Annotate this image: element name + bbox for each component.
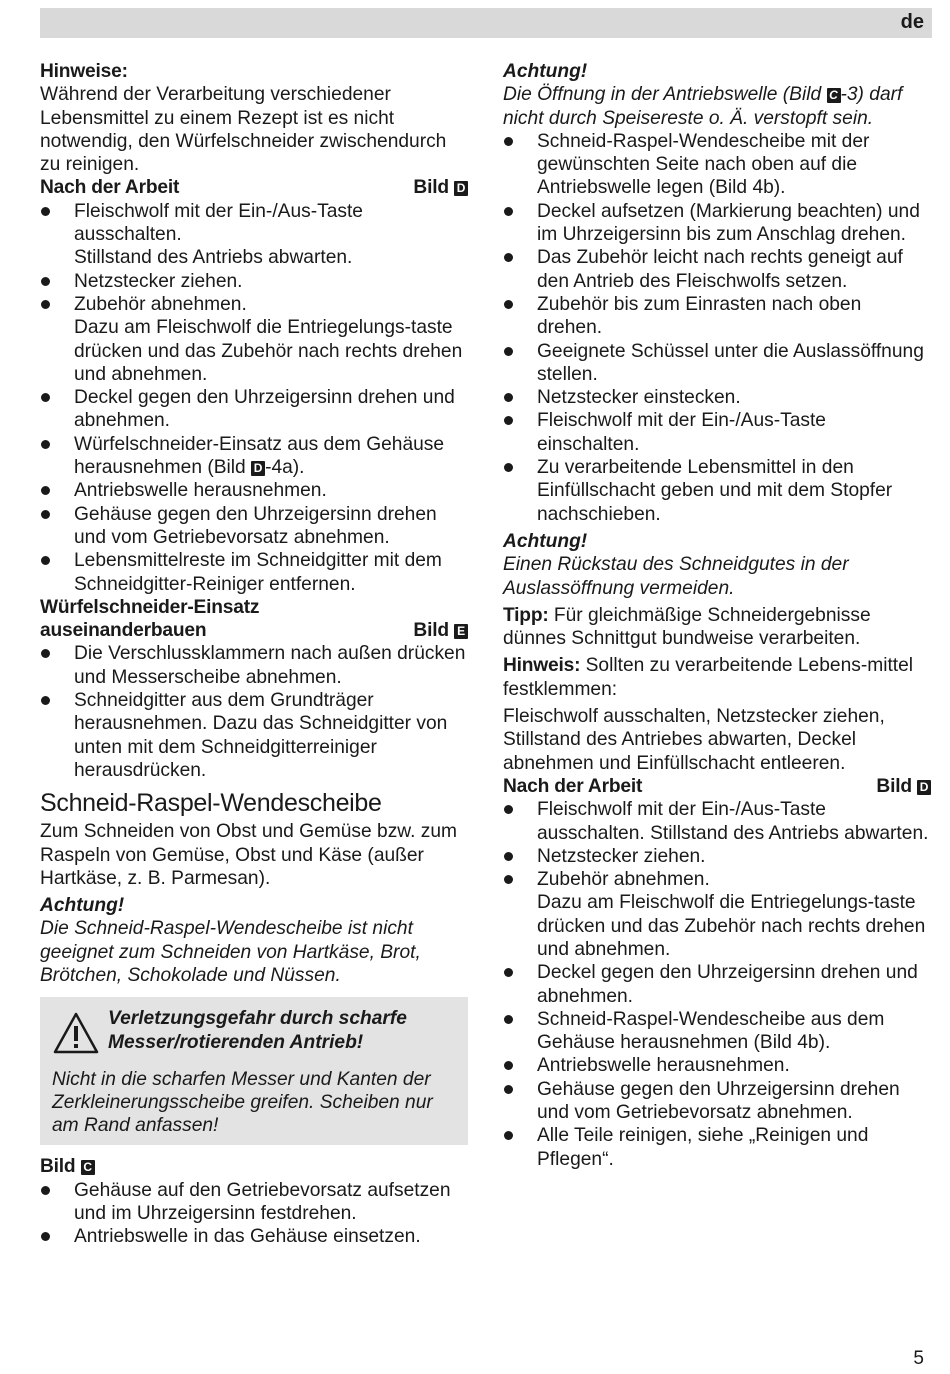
achtung-heading: Achtung! [40,895,125,917]
achtung-text: Die Öffnung in der Antriebswelle (Bild C -3) darf nicht durch Speisereste o. Ä. verstopft sein. [503,84,903,129]
achtung-heading: Achtung! [503,530,588,552]
right-column [503,60,931,1171]
list-item: Schneid-Raspel-Wendescheibe mit der gewünschten Seite nach oben auf die Antriebswelle legen (Bild 4b). [503,130,931,200]
section-title: Schneid-Raspel-Wendescheibe [40,789,382,818]
list-item: Lebensmittelreste im Schneidgitter mit dem Schneidgitter-Reiniger entfernen. [40,549,468,596]
figure-letter-badge: C [81,1160,95,1175]
list-item [503,961,931,1008]
list-item [503,798,931,845]
list-item: Deckel aufsetzen (Markierung beachten) und im Uhrzeigersinn bis zum Anschlag drehen. [503,200,931,247]
list-item: Zu verarbeitende Lebensmittel in den Einfüllschacht geben und mit dem Stopfer nachschieben. [503,456,931,526]
list-item: Gehäuse gegen den Uhrzeigersinn drehen und vom Getriebevorsatz abnehmen. [40,503,468,550]
list-item: Die Verschlussklammern nach außen drücken und Messerscheibe abnehmen. [40,642,468,689]
list-item [503,1054,931,1077]
list-item: Würfelschneider-Einsatz aus dem Gehäuse herausnehmen (Bild D -4a). [40,433,468,480]
list-item-text: Zubehör abnehmen. [537,869,710,891]
list-item: Geeignete Schüssel unter die Auslassöffnung stellen. [503,340,931,387]
figure-letter-badge: E [454,624,468,639]
list-item-text: Gehäuse gegen den Uhrzeigersinn drehen und vom Getriebevorsatz abnehmen. [537,1078,900,1124]
list-item [40,293,468,386]
figure-letter-badge: C [827,88,841,103]
list-item [503,845,931,868]
list-item [40,386,468,433]
nach-der-arbeit-heading: Nach der Arbeit Bild D [503,775,931,798]
tipp-paragraph: Tipp: Für gleichmäßige Schneidergebnisse dünnes Schnittgut bundweise verarbeiten. [503,604,871,650]
list-item [503,1124,931,1171]
warning-triangle-icon [52,1007,108,1061]
after-work-list [40,200,468,433]
list-item-text: Alle Teile reinigen, siehe „Reinigen und Pflegen“. [537,1125,869,1170]
left-column [40,60,468,1249]
list-item: Das Zubehör leicht nach rechts geneigt auf den Antrieb des Fleischwolfs setzen. [503,246,931,293]
figure-letter-badge: D [454,181,468,196]
warning-title: Verletzungsgefahr durch scharfe Messer/rotierenden Antrieb! [108,1008,407,1053]
list-item-subtext: Dazu am Fleischwolf die Entriegelungs-taste drücken und das Zubehör nach rechts drehen und abnehmen. [74,317,463,385]
page-number: 5 [913,1348,924,1369]
list-item: Antriebswelle herausnehmen. [40,479,468,502]
after-work-list [503,798,931,1171]
list-item-text: Deckel gegen den Uhrzeigersinn drehen und abnehmen. [537,962,918,1007]
section-intro: Zum Schneiden von Obst und Gemüse bzw. zum Raspeln von Gemüse, Obst und Käse (außer Hartkäse, z. B. Parmesan). [40,821,457,889]
list-item: Schneidgitter aus dem Grundträger herausnehmen. Dazu das Schneidgitter von unten mit dem Schneidgitterreiniger herausdrücken. [40,689,468,782]
list-item [503,1078,931,1125]
header-bar [40,8,932,38]
hinweis-paragraph: Hinweis: Sollten zu verarbeitende Lebens-mittel festklemmen: [503,655,914,700]
achtung-text: Die Schneid-Raspel-Wendescheibe ist nicht geeignet zum Schneiden von Hartkäse, Brot, Brötchen, Schokolade und Nüssen. [40,918,421,986]
list-item-subtext: Stillstand des Antriebs abwarten. [74,247,353,269]
nach-der-arbeit-heading [40,176,468,199]
achtung-heading: Achtung! [503,61,588,82]
list-item: Zubehör bis zum Einrasten nach oben drehen. [503,293,931,340]
list-item: Fleischwolf mit der Ein-/Aus-Taste einschalten. [503,409,931,456]
warning-box [40,997,468,1145]
einsatz-heading-line2: auseinanderbauen Bild E [40,619,468,642]
list-item: Gehäuse auf den Getriebevorsatz aufsetzen und im Uhrzeigersinn festdrehen. [40,1179,468,1226]
list-item [503,868,931,961]
nach-der-arbeit-title: Nach der Arbeit [40,177,180,199]
list-item [503,1008,931,1055]
list-item-text: Schneid-Raspel-Wendescheibe aus dem Gehäuse herausnehmen (Bild 4b). [537,1008,885,1054]
figure-letter-badge: D [917,780,931,795]
hinweise-heading: Hinweise: [40,61,128,82]
list-item-text: Fleischwolf mit der Ein-/Aus-Taste ausschalten. Stillstand des Antriebs abwarten. [537,799,929,844]
hinweis-paragraph-2: Fleischwolf ausschalten, Netzstecker ziehen, Stillstand des Antriebes abwarten, Deckel abnehmen und Einfüllschacht entleeren. [503,706,885,774]
after-work-list-continued [40,479,468,595]
bild-c-heading: Bild C [40,1155,468,1178]
language-label: de [900,11,924,33]
assemble-list [40,1179,468,1249]
list-item [40,200,468,270]
usage-list [503,130,931,526]
list-item-text: Zubehör abnehmen. [74,293,247,315]
disassemble-list [40,642,468,782]
hinweise-text: Während der Verarbeitung verschiedener Lebensmittel zu einem Rezept ist es nicht notwendig, den Würfelschneider zwischendurch zu reinigen. [40,84,447,176]
figure-ref: Bild D [876,775,931,798]
list-item [40,270,468,293]
list-item-text: Netzstecker ziehen. [74,270,243,292]
list-item-subtext: Dazu am Fleischwolf die Entriegelungs-taste drücken und das Zubehör nach rechts drehen und abnehmen. [537,892,926,960]
list-item: Antriebswelle in das Gehäuse einsetzen. [40,1225,468,1248]
einsatz-heading-line1: Würfelschneider-Einsatz [40,596,260,618]
figure-letter-badge: D [251,461,265,476]
figure-ref: Bild D [413,176,468,199]
achtung-text: Einen Rückstau des Schneidgutes in der Auslassöffnung vermeiden. [503,554,849,599]
warning-text: Nicht in die scharfen Messer und Kanten der Zerkleinerungsscheibe greifen. Scheiben nur am Rand anfassen! [52,1068,433,1137]
list-item: Netzstecker einstecken. [503,386,931,409]
list-item-text: Netzstecker ziehen. [537,845,706,867]
list-item-text: Fleischwolf mit der Ein-/Aus-Taste ausschalten. [74,200,363,246]
figure-ref: Bild E [413,619,468,642]
list-item-text: Antriebswelle herausnehmen. [537,1055,790,1077]
list-item-text: Deckel gegen den Uhrzeigersinn drehen und abnehmen. [74,387,455,432]
